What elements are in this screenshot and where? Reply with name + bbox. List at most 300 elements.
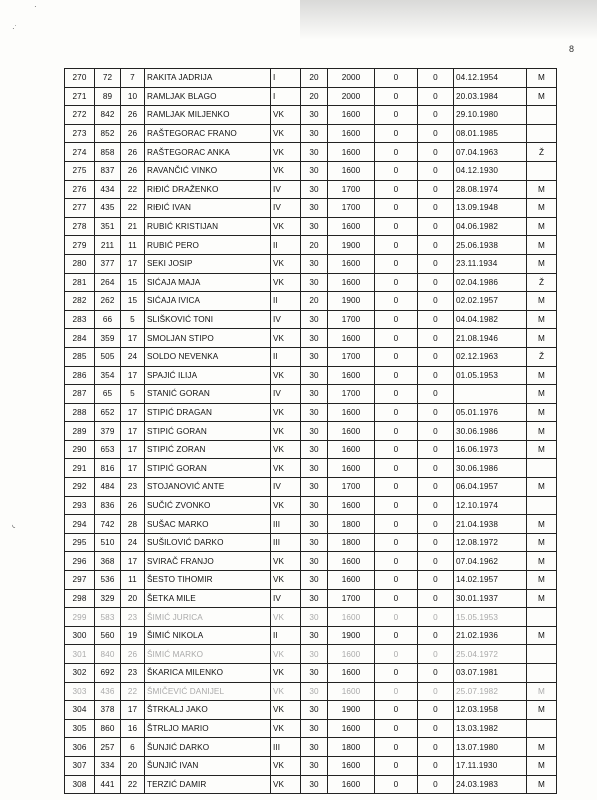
row-number: 270 xyxy=(65,69,95,88)
days-cell: 30 xyxy=(301,701,328,720)
table-row xyxy=(65,254,557,273)
table-row xyxy=(65,459,557,478)
date-cell: 02.02.1957 xyxy=(454,292,527,311)
days-cell: 30 xyxy=(301,254,328,273)
row-number: 279 xyxy=(65,236,95,255)
table-row xyxy=(65,292,557,311)
gender-cell xyxy=(527,664,557,683)
name-cell: ŠTRKALJ JAKO xyxy=(145,701,271,720)
value2-cell: 0 xyxy=(418,292,454,311)
amount-cell: 2000 xyxy=(328,69,375,88)
row-number: 295 xyxy=(65,533,95,552)
row-number: 284 xyxy=(65,329,95,348)
table-row xyxy=(65,571,557,590)
days-cell: 30 xyxy=(301,496,328,515)
class-cell: VK xyxy=(271,645,301,664)
gender-cell xyxy=(527,496,557,515)
days-cell: 30 xyxy=(301,161,328,180)
value-cell: 0 xyxy=(375,515,418,534)
row-number: 286 xyxy=(65,366,95,385)
date-cell: 21.04.1938 xyxy=(454,515,527,534)
gender-cell: M xyxy=(527,738,557,757)
group-cell: 22 xyxy=(121,180,145,199)
value2-cell: 0 xyxy=(418,329,454,348)
row-number: 285 xyxy=(65,347,95,366)
days-cell: 30 xyxy=(301,664,328,683)
scan-speck: ·˙ xyxy=(12,24,18,33)
amount-cell: 1700 xyxy=(328,180,375,199)
table-row xyxy=(65,310,557,329)
class-cell: VK xyxy=(271,701,301,720)
class-cell: IV xyxy=(271,310,301,329)
class-cell: III xyxy=(271,533,301,552)
days-cell: 30 xyxy=(301,329,328,348)
id-cell: 211 xyxy=(95,236,121,255)
value2-cell: 0 xyxy=(418,626,454,645)
id-cell: 837 xyxy=(95,161,121,180)
group-cell: 5 xyxy=(121,385,145,404)
class-cell: VK xyxy=(271,124,301,143)
amount-cell: 1600 xyxy=(328,756,375,775)
table-row xyxy=(65,347,557,366)
amount-cell: 1600 xyxy=(328,571,375,590)
table-row xyxy=(65,775,557,794)
class-cell: I xyxy=(271,69,301,88)
table-row xyxy=(65,236,557,255)
name-cell: SLIŠKOVIĆ TONI xyxy=(145,310,271,329)
table-row xyxy=(65,180,557,199)
name-cell: ŠIMIĆ JURICA xyxy=(145,608,271,627)
amount-cell: 1600 xyxy=(328,552,375,571)
amount-cell: 1700 xyxy=(328,478,375,497)
amount-cell: 1600 xyxy=(328,496,375,515)
gender-cell: M xyxy=(527,756,557,775)
date-cell: 25.04.1972 xyxy=(454,645,527,664)
name-cell: STIPIĆ DRAGAN xyxy=(145,403,271,422)
amount-cell: 1900 xyxy=(328,236,375,255)
gender-cell xyxy=(527,459,557,478)
value-cell: 0 xyxy=(375,608,418,627)
gender-cell: M xyxy=(527,180,557,199)
gender-cell: M xyxy=(527,552,557,571)
table-row xyxy=(65,69,557,88)
date-cell: 12.08.1972 xyxy=(454,533,527,552)
value2-cell: 0 xyxy=(418,106,454,125)
class-cell: IV xyxy=(271,589,301,608)
days-cell: 30 xyxy=(301,626,328,645)
group-cell: 23 xyxy=(121,608,145,627)
value2-cell: 0 xyxy=(418,217,454,236)
value2-cell: 0 xyxy=(418,310,454,329)
name-cell: STIPIĆ ZORAN xyxy=(145,440,271,459)
class-cell: VK xyxy=(271,440,301,459)
id-cell: 378 xyxy=(95,701,121,720)
row-number: 300 xyxy=(65,626,95,645)
amount-cell: 1600 xyxy=(328,440,375,459)
amount-cell: 2000 xyxy=(328,87,375,106)
date-cell: 04.04.1982 xyxy=(454,310,527,329)
gender-cell xyxy=(527,645,557,664)
row-number: 305 xyxy=(65,719,95,738)
name-cell: ŠMIČEVIĆ DANIJEL xyxy=(145,682,271,701)
value-cell: 0 xyxy=(375,645,418,664)
days-cell: 30 xyxy=(301,459,328,478)
group-cell: 17 xyxy=(121,440,145,459)
id-cell: 354 xyxy=(95,366,121,385)
id-cell: 72 xyxy=(95,69,121,88)
value2-cell: 0 xyxy=(418,589,454,608)
class-cell: VK xyxy=(271,106,301,125)
gender-cell xyxy=(527,719,557,738)
class-cell: VK xyxy=(271,719,301,738)
table-row xyxy=(65,645,557,664)
table-row xyxy=(65,143,557,162)
amount-cell: 1600 xyxy=(328,106,375,125)
date-cell: 14.02.1957 xyxy=(454,571,527,590)
table-row xyxy=(65,440,557,459)
gender-cell: M xyxy=(527,403,557,422)
table-row xyxy=(65,161,557,180)
id-cell: 858 xyxy=(95,143,121,162)
row-number: 299 xyxy=(65,608,95,627)
days-cell: 20 xyxy=(301,292,328,311)
name-cell: RIĐIĆ IVAN xyxy=(145,199,271,218)
days-cell: 30 xyxy=(301,366,328,385)
days-cell: 30 xyxy=(301,738,328,757)
value2-cell: 0 xyxy=(418,533,454,552)
group-cell: 20 xyxy=(121,756,145,775)
name-cell: RUBIĆ PERO xyxy=(145,236,271,255)
group-cell: 17 xyxy=(121,422,145,441)
value-cell: 0 xyxy=(375,180,418,199)
id-cell: 842 xyxy=(95,106,121,125)
name-cell: SUČIĆ ZVONKO xyxy=(145,496,271,515)
name-cell: STOJANOVIĆ ANTE xyxy=(145,478,271,497)
value2-cell: 0 xyxy=(418,347,454,366)
name-cell: SPAJIĆ ILIJA xyxy=(145,366,271,385)
days-cell: 30 xyxy=(301,719,328,738)
gender-cell: M xyxy=(527,589,557,608)
value-cell: 0 xyxy=(375,422,418,441)
group-cell: 11 xyxy=(121,571,145,590)
scan-shadow xyxy=(300,0,597,40)
class-cell: VK xyxy=(271,459,301,478)
days-cell: 30 xyxy=(301,645,328,664)
class-cell: II xyxy=(271,626,301,645)
date-cell: 16.06.1973 xyxy=(454,440,527,459)
gender-cell: M xyxy=(527,329,557,348)
date-cell: 21.02.1936 xyxy=(454,626,527,645)
gender-cell: M xyxy=(527,478,557,497)
name-cell: SIĆAJA IVICA xyxy=(145,292,271,311)
id-cell: 836 xyxy=(95,496,121,515)
row-number: 277 xyxy=(65,199,95,218)
id-cell: 653 xyxy=(95,440,121,459)
date-cell: 13.03.1982 xyxy=(454,719,527,738)
value2-cell: 0 xyxy=(418,515,454,534)
gender-cell: M xyxy=(527,69,557,88)
group-cell: 5 xyxy=(121,310,145,329)
gender-cell xyxy=(527,106,557,125)
gender-cell: M xyxy=(527,366,557,385)
value-cell: 0 xyxy=(375,626,418,645)
class-cell: IV xyxy=(271,180,301,199)
row-number: 288 xyxy=(65,403,95,422)
amount-cell: 1600 xyxy=(328,329,375,348)
row-number: 303 xyxy=(65,682,95,701)
group-cell: 24 xyxy=(121,347,145,366)
value-cell: 0 xyxy=(375,254,418,273)
date-cell: 03.07.1981 xyxy=(454,664,527,683)
value-cell: 0 xyxy=(375,292,418,311)
row-number: 298 xyxy=(65,589,95,608)
days-cell: 20 xyxy=(301,87,328,106)
row-number: 275 xyxy=(65,161,95,180)
scan-speck: · xyxy=(34,2,37,11)
row-number: 301 xyxy=(65,645,95,664)
id-cell: 510 xyxy=(95,533,121,552)
group-cell: 21 xyxy=(121,217,145,236)
table-row xyxy=(65,422,557,441)
days-cell: 30 xyxy=(301,533,328,552)
amount-cell: 1600 xyxy=(328,422,375,441)
group-cell: 15 xyxy=(121,273,145,292)
value2-cell: 0 xyxy=(418,664,454,683)
row-number: 276 xyxy=(65,180,95,199)
group-cell: 22 xyxy=(121,682,145,701)
id-cell: 351 xyxy=(95,217,121,236)
amount-cell: 1800 xyxy=(328,738,375,757)
name-cell: ŠKARICA MILENKO xyxy=(145,664,271,683)
amount-cell: 1700 xyxy=(328,310,375,329)
gender-cell: Ž xyxy=(527,273,557,292)
value-cell: 0 xyxy=(375,273,418,292)
group-cell: 17 xyxy=(121,329,145,348)
value-cell: 0 xyxy=(375,552,418,571)
date-cell: 08.01.1985 xyxy=(454,124,527,143)
group-cell: 17 xyxy=(121,403,145,422)
name-cell: SUŠAC MARKO xyxy=(145,515,271,534)
date-cell: 30.01.1937 xyxy=(454,589,527,608)
id-cell: 692 xyxy=(95,664,121,683)
row-number: 293 xyxy=(65,496,95,515)
group-cell: 28 xyxy=(121,515,145,534)
gender-cell: M xyxy=(527,236,557,255)
name-cell: RUBIĆ KRISTIJAN xyxy=(145,217,271,236)
group-cell: 26 xyxy=(121,496,145,515)
id-cell: 379 xyxy=(95,422,121,441)
table-row xyxy=(65,87,557,106)
name-cell: RAŠTEGORAC FRANO xyxy=(145,124,271,143)
days-cell: 30 xyxy=(301,440,328,459)
date-cell: 25.06.1938 xyxy=(454,236,527,255)
days-cell: 30 xyxy=(301,478,328,497)
days-cell: 30 xyxy=(301,756,328,775)
amount-cell: 1600 xyxy=(328,682,375,701)
class-cell: IV xyxy=(271,478,301,497)
row-number: 273 xyxy=(65,124,95,143)
class-cell: VK xyxy=(271,682,301,701)
date-cell: 29.10.1980 xyxy=(454,106,527,125)
value2-cell: 0 xyxy=(418,161,454,180)
days-cell: 30 xyxy=(301,589,328,608)
value2-cell: 0 xyxy=(418,87,454,106)
class-cell: VK xyxy=(271,775,301,794)
days-cell: 30 xyxy=(301,180,328,199)
gender-cell: Ž xyxy=(527,143,557,162)
value-cell: 0 xyxy=(375,571,418,590)
value-cell: 0 xyxy=(375,403,418,422)
amount-cell: 1600 xyxy=(328,664,375,683)
value-cell: 0 xyxy=(375,310,418,329)
amount-cell: 1600 xyxy=(328,217,375,236)
id-cell: 840 xyxy=(95,645,121,664)
value2-cell: 0 xyxy=(418,124,454,143)
gender-cell: M xyxy=(527,515,557,534)
table-row xyxy=(65,682,557,701)
date-cell: 06.04.1957 xyxy=(454,478,527,497)
value2-cell: 0 xyxy=(418,478,454,497)
value-cell: 0 xyxy=(375,217,418,236)
value2-cell: 0 xyxy=(418,738,454,757)
class-cell: VK xyxy=(271,217,301,236)
value-cell: 0 xyxy=(375,664,418,683)
date-cell: 02.04.1986 xyxy=(454,273,527,292)
group-cell: 15 xyxy=(121,292,145,311)
name-cell: STIPIĆ GORAN xyxy=(145,422,271,441)
class-cell: IV xyxy=(271,199,301,218)
id-cell: 441 xyxy=(95,775,121,794)
gender-cell: M xyxy=(527,292,557,311)
table-row xyxy=(65,273,557,292)
value-cell: 0 xyxy=(375,682,418,701)
class-cell: VK xyxy=(271,422,301,441)
table-row xyxy=(65,124,557,143)
date-cell: 13.07.1980 xyxy=(454,738,527,757)
group-cell: 26 xyxy=(121,143,145,162)
row-number: 280 xyxy=(65,254,95,273)
value2-cell: 0 xyxy=(418,422,454,441)
days-cell: 30 xyxy=(301,608,328,627)
gender-cell: M xyxy=(527,533,557,552)
row-number: 306 xyxy=(65,738,95,757)
value-cell: 0 xyxy=(375,347,418,366)
days-cell: 30 xyxy=(301,124,328,143)
name-cell: RAKITA JADRIJA xyxy=(145,69,271,88)
id-cell: 377 xyxy=(95,254,121,273)
name-cell: SOLDO NEVENKA xyxy=(145,347,271,366)
group-cell: 17 xyxy=(121,254,145,273)
class-cell: VK xyxy=(271,161,301,180)
date-cell: 04.12.1930 xyxy=(454,161,527,180)
row-number: 287 xyxy=(65,385,95,404)
value2-cell: 0 xyxy=(418,682,454,701)
amount-cell: 1600 xyxy=(328,403,375,422)
amount-cell: 1700 xyxy=(328,385,375,404)
amount-cell: 1600 xyxy=(328,161,375,180)
days-cell: 30 xyxy=(301,515,328,534)
value2-cell: 0 xyxy=(418,403,454,422)
id-cell: 89 xyxy=(95,87,121,106)
group-cell: 22 xyxy=(121,199,145,218)
name-cell: ŠTRLJO MARIO xyxy=(145,719,271,738)
value-cell: 0 xyxy=(375,478,418,497)
class-cell: VK xyxy=(271,273,301,292)
row-number: 289 xyxy=(65,422,95,441)
days-cell: 30 xyxy=(301,385,328,404)
value2-cell: 0 xyxy=(418,385,454,404)
date-cell: 04.12.1954 xyxy=(454,69,527,88)
gender-cell: M xyxy=(527,682,557,701)
amount-cell: 1600 xyxy=(328,719,375,738)
value2-cell: 0 xyxy=(418,69,454,88)
name-cell: ŠIMIĆ NIKOLA xyxy=(145,626,271,645)
amount-cell: 1800 xyxy=(328,533,375,552)
value-cell: 0 xyxy=(375,459,418,478)
row-number: 302 xyxy=(65,664,95,683)
value-cell: 0 xyxy=(375,440,418,459)
class-cell: II xyxy=(271,292,301,311)
name-cell: ŠIMIĆ MARKO xyxy=(145,645,271,664)
date-cell: 24.03.1983 xyxy=(454,775,527,794)
name-cell: SUŠILOVIĆ DARKO xyxy=(145,533,271,552)
value2-cell: 0 xyxy=(418,236,454,255)
value-cell: 0 xyxy=(375,719,418,738)
days-cell: 30 xyxy=(301,199,328,218)
value2-cell: 0 xyxy=(418,645,454,664)
table-row xyxy=(65,664,557,683)
amount-cell: 1900 xyxy=(328,626,375,645)
row-number: 296 xyxy=(65,552,95,571)
gender-cell xyxy=(527,124,557,143)
table-row xyxy=(65,533,557,552)
id-cell: 368 xyxy=(95,552,121,571)
amount-cell: 1600 xyxy=(328,645,375,664)
days-cell: 30 xyxy=(301,682,328,701)
table-row xyxy=(65,515,557,534)
row-number: 271 xyxy=(65,87,95,106)
row-number: 290 xyxy=(65,440,95,459)
date-cell: 25.07.1982 xyxy=(454,682,527,701)
table-row xyxy=(65,496,557,515)
value2-cell: 0 xyxy=(418,440,454,459)
value2-cell: 0 xyxy=(418,571,454,590)
class-cell: VK xyxy=(271,403,301,422)
days-cell: 30 xyxy=(301,422,328,441)
date-cell: 07.04.1963 xyxy=(454,143,527,162)
id-cell: 505 xyxy=(95,347,121,366)
name-cell: STIPIĆ GORAN xyxy=(145,459,271,478)
gender-cell: M xyxy=(527,217,557,236)
gender-cell xyxy=(527,608,557,627)
id-cell: 65 xyxy=(95,385,121,404)
row-number: 297 xyxy=(65,571,95,590)
value2-cell: 0 xyxy=(418,459,454,478)
date-cell: 12.03.1958 xyxy=(454,701,527,720)
gender-cell: M xyxy=(527,254,557,273)
name-cell: ŠUNJIĆ DARKO xyxy=(145,738,271,757)
name-cell: RIĐIĆ DRAŽENKO xyxy=(145,180,271,199)
group-cell: 17 xyxy=(121,459,145,478)
value2-cell: 0 xyxy=(418,180,454,199)
id-cell: 583 xyxy=(95,608,121,627)
value2-cell: 0 xyxy=(418,775,454,794)
gender-cell: M xyxy=(527,385,557,404)
class-cell: VK xyxy=(271,496,301,515)
date-cell: 15.05.1953 xyxy=(454,608,527,627)
gender-cell: M xyxy=(527,440,557,459)
name-cell: SEKI JOSIP xyxy=(145,254,271,273)
